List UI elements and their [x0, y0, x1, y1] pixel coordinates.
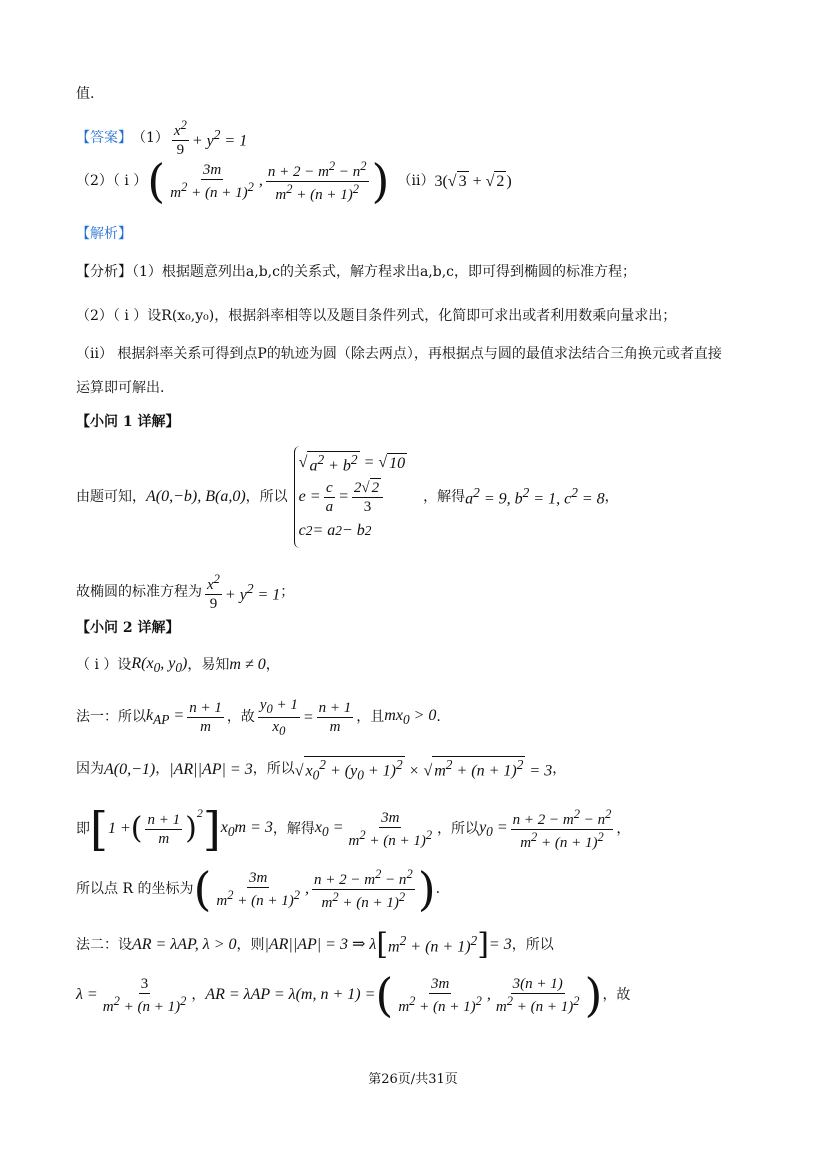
q2-heading: 【小问 2 详解】 — [76, 620, 180, 636]
method-1-solve: 即 [ 1 + ( $\frac{n + 1}{m}$ ) 2 ] $x_0m = 3$ ，解得 $x_0$ = $\frac{3m}{m^2 + (n + 1)^2}$ ，所以 $y_0$ = $\frac{n + 2 - m^2 - n^2}{m^2 + (n + 1)^2}$ ， — [76, 802, 631, 856]
q1-system: 由题可知， A(0,−b), B(a,0) ，所以 √ $a^2 + b^2$ = √ 10 e = $\frac{c}{a}$ = $\frac{2√ 2}{3}$ c 2 = a 2 − b 2 ，解得 $a^2 = 9$, $b^2 = 1$, $c^2 = 8$ ， — [76, 446, 619, 548]
q1-heading: 【小问 1 详解】 — [76, 414, 180, 430]
method-1-condition: 因为 A(0,−1) ， |AR||AP| = 3 ，所以 √ $x_0^2 + (y_0 + 1)^2$ × √ $m^2 + (n + 1)^2 = 3$ ， — [76, 757, 567, 783]
analysis-tag: 【解析】 — [76, 226, 132, 242]
method-1: 法一：所以 $k_{AP}$ = $\frac{n + 1}{m}$ ，故 $\frac{y_0 + 1}{x_0}$ = $\frac{n + 1}{m}$ ，且 $mx_0 > 0$ . — [76, 697, 441, 738]
q2-line-1: （ i ）设 $R(x_0$, $y_0$) ，易知 m ≠ 0 ， — [76, 655, 280, 676]
answer-line-2: （2）（ i ） ( $\frac{3m}{m^2 + (n + 1)^2}$ , $\frac{n + 2 - m^2 - n^2}{m^2 + (n + 1)^2}$ ) （ii） 3(√ 3 + √ 2 ) — [76, 154, 512, 208]
method-1-result: 所以点 R 的坐标为 ( $\frac{3m}{m^2 + (n + 1)^2}$ , $\frac{n + 2 - m^2 - n^2}{m^2 + (n + 1)^2}$ ) . — [76, 862, 441, 916]
answer-tag: 【答案】 — [76, 130, 132, 147]
method-2-solve: λ = $\frac{3}{m^2 + (n + 1)^2}$ ， AR = λAP = λ(m, n + 1) = ( $\frac{3m}{m^2 + (n + 1)^2}$ , $\frac{3(n + 1)}{m^2 + (n + 1)^2}$ ) ，故 — [76, 968, 631, 1022]
page-footer: 第26页/共31页 — [368, 1072, 458, 1087]
analysis-4: 运算即可解出. — [76, 380, 165, 396]
answer-line: 【答案】 （1） $\frac{x^2}{9}$ + $y^2 = 1$ — [76, 118, 248, 158]
analysis-3: （ii） 根据斜率关系可得到点P的轨迹为圆（除去两点），再根据点与圆的最值求法结合三角换元或者直接 — [76, 346, 722, 362]
method-2: 法二：设 AR = λAP, λ > 0 ，则 |AR||AP| = 3 ⇒ λ [ $m^2 + (n + 1)^2$ ] = 3 ，所以 — [76, 927, 554, 962]
analysis-2: （2）（ i ）设R(x₀,y₀)，根据斜率相等以及题目条件列式，化简即可求出或者利用数乘向量求出； — [76, 308, 677, 324]
q1-conclusion: 故椭圆的标准方程为 $\frac{x^2}{9}$ + $y^2 = 1$ ； — [76, 572, 295, 612]
text-line: 值. — [76, 86, 95, 102]
analysis-1: 【分析】（1）根据题意列出a,b,c的关系式，解方程求出a,b,c，即可得到椭圆的标准方程； — [76, 264, 637, 280]
